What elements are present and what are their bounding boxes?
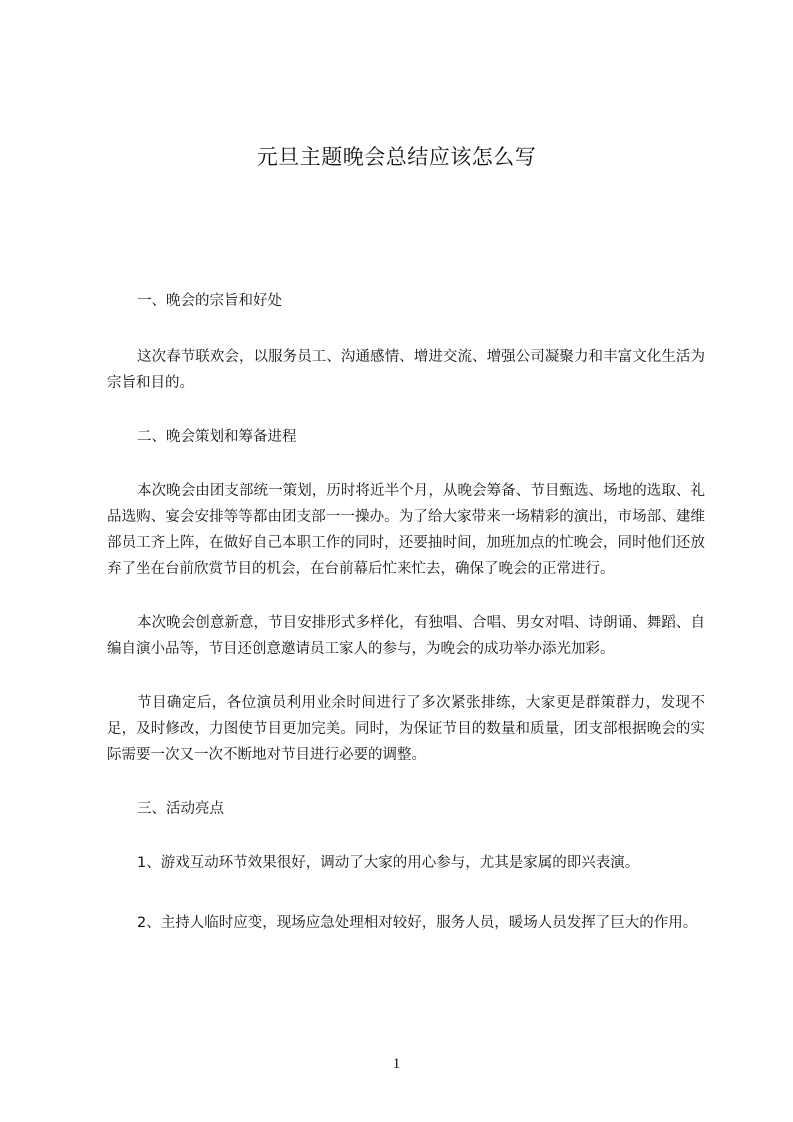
paragraph-rehearsal: 节目确定后，各位演员利用业余时间进行了多次紧张排练，大家更是群策群力，发现不足，及时修改，力图使节目更加完美。同时，为保证节目的数量和质量，团支部根据晚会的实际需要一次又一次不断地对节目进行必要的调整。 [107,695,705,763]
paragraph-program-variety: 本次晚会创意新意，节目安排形式多样化，有独唱、合唱、男女对唱、诗朗诵、舞蹈、自编自演小品等，节目还创意邀请员工家人的参与，为晚会的成功举办添光加彩。 [107,615,705,657]
section-heading-purpose: 一、晚会的宗旨和好处 [137,293,282,309]
paragraph-planning-overview: 本次晚会由团支部统一策划，历时将近半个月，从晚会筹备、节目甄选、场地的选取、礼品选购、宴会安排等等都由团支部一一操办。为了给大家带来一场精彩的演出，市场部、建维部员工齐上阵，在做好自己本职工作的同时，还要抽时间，加班加点的忙晚会，同时他们还放弃了坐在台前欣赏节目的机会，在台前幕后忙来忙去，确保了晚会的正常进行。 [107,483,705,577]
section-heading-highlights: 三、活动亮点 [137,801,224,817]
document-title: 元旦主题晚会总结应该怎么写 [256,145,537,169]
section-heading-planning: 二、晚会策划和筹备进程 [137,429,297,445]
paragraph-purpose: 这次春节联欢会，以服务员工、沟通感情、增进交流、增强公司凝聚力和丰富文化生活为宗旨和目的。 [107,349,705,391]
page-number: 1 [392,1056,401,1072]
document-body [107,288,705,936]
highlight-item-games: 1、游戏互动环节效果很好，调动了大家的用心参与，尤其是家属的即兴表演。 [137,855,640,871]
highlight-item-host: 2、主持人临时应变，现场应急处理相对较好，服务人员，暖场人员发挥了巨大的作用。 [137,915,698,931]
